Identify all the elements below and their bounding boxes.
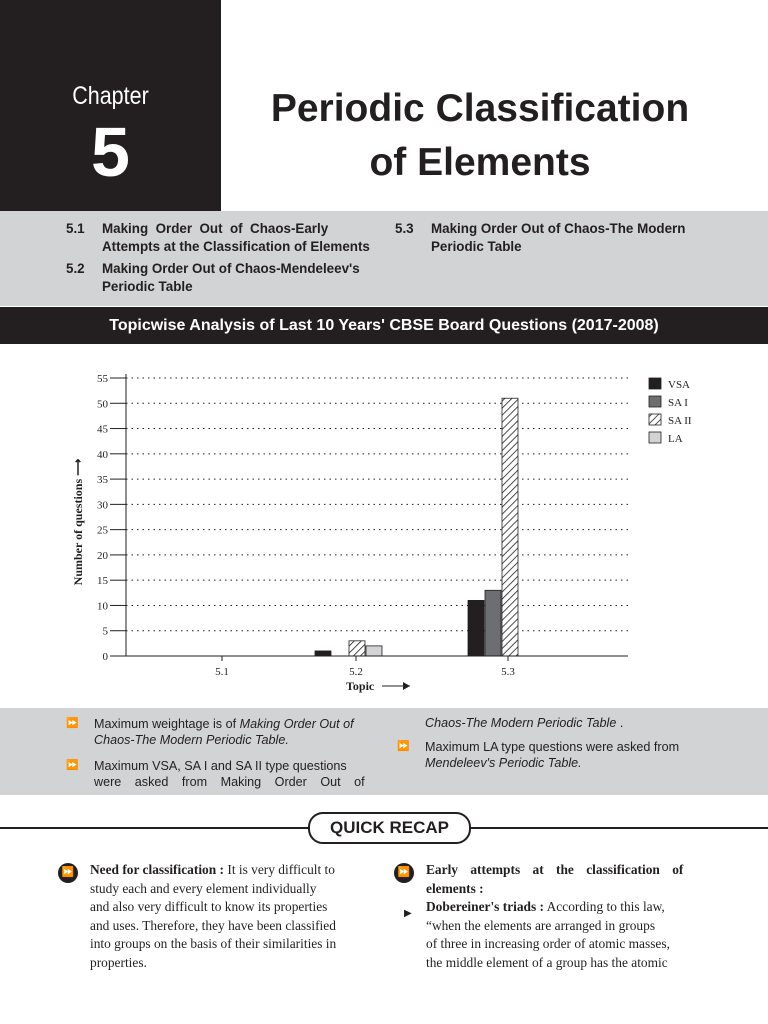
note-text-italic: Mendeleev's Periodic Table. — [425, 756, 582, 770]
topic-text — [431, 220, 685, 256]
y-axis-title: Number of questions ⟶ — [71, 458, 85, 586]
body-line: study each and every element individually — [90, 880, 317, 896]
chart — [0, 344, 768, 708]
topic-line: Making Order Out of Chaos-Mendeleev's — [102, 261, 360, 276]
y-tick-label: 10 — [97, 600, 108, 613]
double-arrow-icon: ⏩ — [58, 863, 78, 883]
note-text-italic: Making Order Out of — [239, 717, 354, 731]
legend-label: SA II — [668, 415, 692, 427]
y-tick-label: 20 — [97, 549, 108, 562]
legend-swatch-sa-ii — [649, 414, 661, 425]
x-tick-label: 5.1 — [215, 666, 229, 678]
legend-label: VSA — [668, 379, 691, 391]
triangle-bullet-icon: ▶ — [404, 908, 412, 919]
bar-chart — [0, 344, 768, 708]
bar-sa-ii-5.2 — [349, 641, 365, 656]
double-arrow-icon: ⏩ — [66, 718, 79, 729]
topic-line: Making Order Out of Chaos-The Modern — [431, 221, 686, 236]
body-line: into groups on the basis of their similarities in — [90, 936, 337, 951]
y-tick-label: 45 — [97, 423, 108, 436]
x-axis-arrowhead — [403, 682, 410, 690]
bar-vsa-5.2 — [315, 651, 331, 656]
left-column-text — [90, 861, 374, 972]
note-text-italic: Chaos-The Modern Periodic Table. — [94, 733, 289, 747]
y-tick-label: 5 — [102, 625, 108, 638]
body-heading: Early attempts at the classification of — [426, 862, 684, 877]
topics-band — [0, 211, 768, 306]
topic-number: 5.3 — [395, 221, 414, 236]
y-tick-label: 15 — [97, 575, 108, 588]
legend-label: SA I — [668, 397, 688, 409]
chapter-box — [0, 0, 221, 211]
bar-la-5.2 — [366, 646, 382, 656]
body-line: and uses. Therefore, they have been classified — [90, 917, 336, 933]
x-tick-label: 5.2 — [349, 666, 363, 678]
body-line: According to this law, — [544, 899, 665, 914]
body-line: the middle element of a group has the atomic — [426, 954, 668, 970]
note-text: Maximum LA type questions were asked from — [425, 740, 680, 754]
topic-text — [102, 260, 366, 296]
x-tick-label: 5.3 — [501, 666, 515, 678]
body-heading: elements : — [426, 880, 484, 896]
body-line: properties. — [90, 954, 147, 970]
double-arrow-icon: ⏩ — [66, 760, 79, 771]
topic-line: Making Order Out of Chaos-Early — [102, 221, 329, 236]
x-axis-title: Topic — [346, 679, 375, 693]
body-line: and also very difficult to know its properties — [90, 899, 328, 914]
bar-sa-ii-5.3 — [502, 398, 518, 656]
y-tick-label: 35 — [97, 474, 108, 487]
title-line-1: Periodic Classification — [270, 87, 690, 130]
legend-swatch-la — [649, 432, 661, 443]
body-line: of three in increasing order of atomic masses, — [426, 936, 670, 951]
page-title — [230, 82, 730, 190]
double-arrow-icon: ⏩ — [394, 863, 414, 883]
body-subheading: Dobereiner's triads : — [426, 899, 545, 914]
topic-line: Attempts at the Classification of Elements — [102, 239, 370, 254]
legend-swatch-sa-i — [649, 396, 661, 407]
y-tick-label: 40 — [97, 448, 108, 461]
legend-label: LA — [668, 433, 683, 445]
topic-line: Periodic Table — [102, 279, 193, 294]
chapter-number: 5 — [91, 113, 130, 191]
note-text: were asked from Making Order Out of — [94, 775, 365, 789]
note-text: . — [616, 716, 624, 730]
double-arrow-icon: ⏩ — [397, 741, 410, 752]
topic-number: 5.2 — [66, 261, 85, 276]
bar-vsa-5.3 — [468, 600, 484, 656]
title-line-2: of Elements — [369, 141, 591, 184]
quick-recap-heading: QUICK RECAP — [308, 812, 471, 844]
topic-number: 5.1 — [66, 221, 85, 236]
notes-band — [0, 708, 768, 795]
y-tick-label: 0 — [102, 651, 108, 663]
y-tick-label: 50 — [97, 398, 108, 411]
note-text: Maximum VSA, SA I and SA II type questions — [94, 759, 347, 773]
y-tick-label: 25 — [97, 524, 108, 537]
body-line: “when the elements are arranged in groups — [426, 917, 656, 933]
right-column-text — [426, 861, 710, 972]
note-text: Maximum weightage is of — [94, 717, 240, 731]
topic-text — [102, 220, 370, 256]
body-line: It is very difficult to — [224, 862, 335, 877]
y-tick-label: 30 — [97, 499, 108, 512]
y-tick-label: 55 — [97, 373, 108, 385]
legend-swatch-vsa — [649, 378, 661, 389]
topic-line: Periodic Table — [431, 239, 522, 254]
chapter-label: Chapter — [72, 82, 149, 110]
note-text-italic: Chaos-The Modern Periodic Table — [425, 716, 617, 730]
bar-sa-i-5.3 — [485, 590, 501, 656]
body-heading: Need for classification : — [90, 862, 225, 877]
analysis-title-bar: Topicwise Analysis of Last 10 Years' CBSE Board Questions (2017-2008) — [0, 307, 768, 344]
